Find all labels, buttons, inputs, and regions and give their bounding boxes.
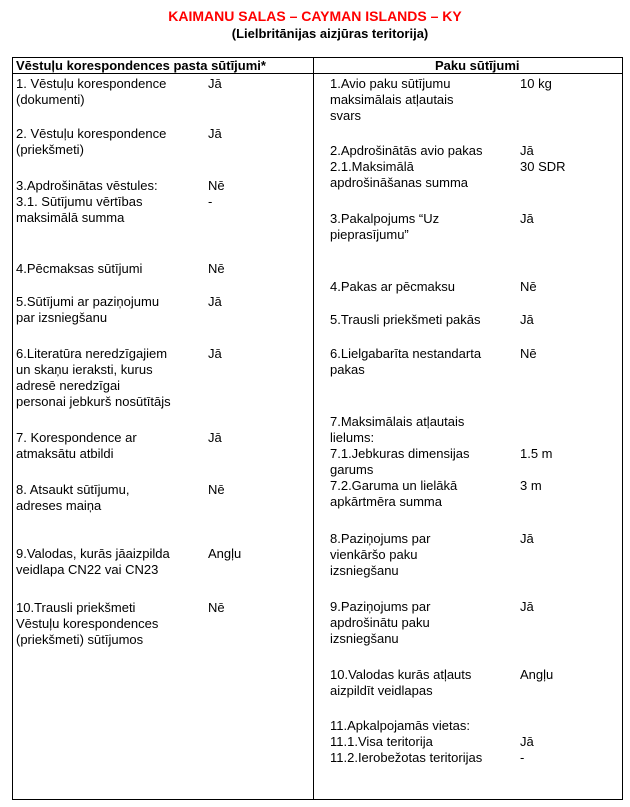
parcels-row-5-value: Jā (520, 312, 534, 327)
letters-row-3-value: Nē (208, 178, 225, 193)
page-subtitle: (Lielbritānijas aizjūras teritorija) (231, 26, 429, 41)
right-column-header: Paku sūtījumi (435, 58, 520, 73)
parcels-row-8-label: vienkāršo paku (330, 547, 418, 562)
letters-row-5-value: Jā (208, 294, 222, 309)
parcels-row-6-value: Nē (520, 346, 537, 361)
parcels-row-7-label: 7.1.Jebkuras dimensijas (330, 446, 470, 461)
parcels-row-6-label: 6.Lielgabarīta nestandarta (330, 346, 482, 361)
letters-row-6-label: personai jebkurš nosūtītājs (16, 394, 171, 409)
letters-row-5-label: 5.Sūtījumi ar paziņojumu (16, 294, 160, 309)
parcels-row-11-label: 11.Apkalpojamās vietas: (330, 718, 470, 733)
letters-row-5-label: par izsniegšanu (16, 310, 108, 325)
column-divider (313, 57, 314, 800)
letters-row-8-label: adreses maiņa (16, 498, 102, 513)
parcels-row-8-label: izsniegšanu (330, 563, 399, 578)
parcels-row-9-label: apdrošinātu paku (330, 615, 430, 630)
parcels-row-3-label: pieprasījumu” (330, 227, 409, 242)
parcels-row-7-value: 1.5 m (520, 446, 553, 461)
parcels-row-1-label: 1.Avio paku sūtījumu (330, 76, 451, 91)
parcels-row-11-label: 11.1.Visa teritorija (330, 734, 433, 749)
letters-row-1-label: 1. Vēstuļu korespondence (16, 76, 167, 91)
parcels-row-2-value: 30 SDR (520, 159, 566, 174)
letters-row-8-label: 8. Atsaukt sūtījumu, (16, 482, 130, 497)
parcels-row-4-label: 4.Pakas ar pēcmaksu (330, 279, 456, 294)
letters-row-2-value: Jā (208, 126, 222, 141)
parcels-row-7-label: lielums: (330, 430, 375, 445)
parcels-row-1-label: maksimālais atļautais (330, 92, 454, 107)
parcels-row-8-label: 8.Paziņojums par (330, 531, 431, 546)
letters-row-4-value: Nē (208, 261, 225, 276)
parcels-row-2-value: Jā (520, 143, 534, 158)
parcels-row-7-label: 7.Maksimālais atļautais (330, 414, 465, 429)
letters-row-9-value: Angļu (208, 546, 242, 561)
header-divider (12, 73, 623, 74)
letters-row-10-label: Vēstuļu korespondences (16, 616, 159, 631)
parcels-row-7-label: apkārtmēra summa (330, 494, 442, 509)
parcels-row-10-label: aizpildīt veidlapas (330, 683, 433, 698)
letters-row-10-label: 10.Trausli priekšmeti (16, 600, 136, 615)
letters-row-6-value: Jā (208, 346, 222, 361)
parcels-row-5-label: 5.Trausli priekšmeti pakās (330, 312, 481, 327)
parcels-row-7-label: garums (330, 462, 374, 477)
parcels-row-1-value: 10 kg (520, 76, 552, 91)
letters-row-9-label: veidlapa CN22 vai CN23 (16, 562, 159, 577)
letters-row-3-label: 3.1. Sūtījumu vērtības (16, 194, 143, 209)
letters-row-6-label: 6.Literatūra neredzīgajiem (16, 346, 168, 361)
letters-row-2-label: (priekšmeti) (16, 142, 84, 157)
parcels-row-7-label: 7.2.Garuma un lielākā (330, 478, 458, 493)
letters-row-8-value: Nē (208, 482, 225, 497)
parcels-row-7-value: 3 m (520, 478, 542, 493)
parcels-row-3-value: Jā (520, 211, 534, 226)
page-title: KAIMANU SALAS – CAYMAN ISLANDS – KY (168, 8, 462, 24)
letters-row-4-label: 4.Pēcmaksas sūtījumi (16, 261, 143, 276)
parcels-row-9-value: Jā (520, 599, 534, 614)
letters-row-7-label: atmaksātu atbildi (16, 446, 114, 461)
parcels-row-1-label: svars (330, 108, 362, 123)
letters-row-1-value: Jā (208, 76, 222, 91)
left-column-header: Vēstuļu korespondences pasta sūtījumi* (16, 58, 266, 73)
letters-row-3-value: - (208, 194, 213, 209)
parcels-row-10-label: 10.Valodas kurās atļauts (330, 667, 472, 682)
letters-row-1-label: (dokumenti) (16, 92, 85, 107)
parcels-row-11-value: Jā (520, 734, 534, 749)
parcels-row-3-label: 3.Pakalpojums “Uz (330, 211, 440, 226)
letters-row-2-label: 2. Vēstuļu korespondence (16, 126, 167, 141)
parcels-row-6-label: pakas (330, 362, 365, 377)
letters-row-7-label: 7. Korespondence ar (16, 430, 137, 445)
parcels-row-11-label: 11.2.Ierobežotas teritorijas (330, 750, 483, 765)
letters-row-3-label: maksimālā summa (16, 210, 125, 225)
parcels-row-9-label: 9.Paziņojums par (330, 599, 431, 614)
parcels-row-9-label: izsniegšanu (330, 631, 399, 646)
parcels-row-8-value: Jā (520, 531, 534, 546)
parcels-row-2-label: 2.1.Maksimālā (330, 159, 414, 174)
parcels-row-4-value: Nē (520, 279, 537, 294)
letters-row-9-label: 9.Valodas, kurās jāaizpilda (16, 546, 170, 561)
letters-row-6-label: adresē neredzīgai (16, 378, 121, 393)
letters-row-7-value: Jā (208, 430, 222, 445)
letters-row-10-value: Nē (208, 600, 225, 615)
letters-row-3-label: 3.Apdrošinātas vēstules: (16, 178, 158, 193)
parcels-row-2-label: apdrošināšanas summa (330, 175, 469, 190)
parcels-row-2-label: 2.Apdrošinātās avio pakas (330, 143, 483, 158)
letters-row-10-label: (priekšmeti) sūtījumos (16, 632, 144, 647)
parcels-row-11-value: - (520, 750, 525, 765)
letters-row-6-label: un skaņu ieraksti, kurus (16, 362, 153, 377)
parcels-row-10-value: Angļu (520, 667, 554, 682)
